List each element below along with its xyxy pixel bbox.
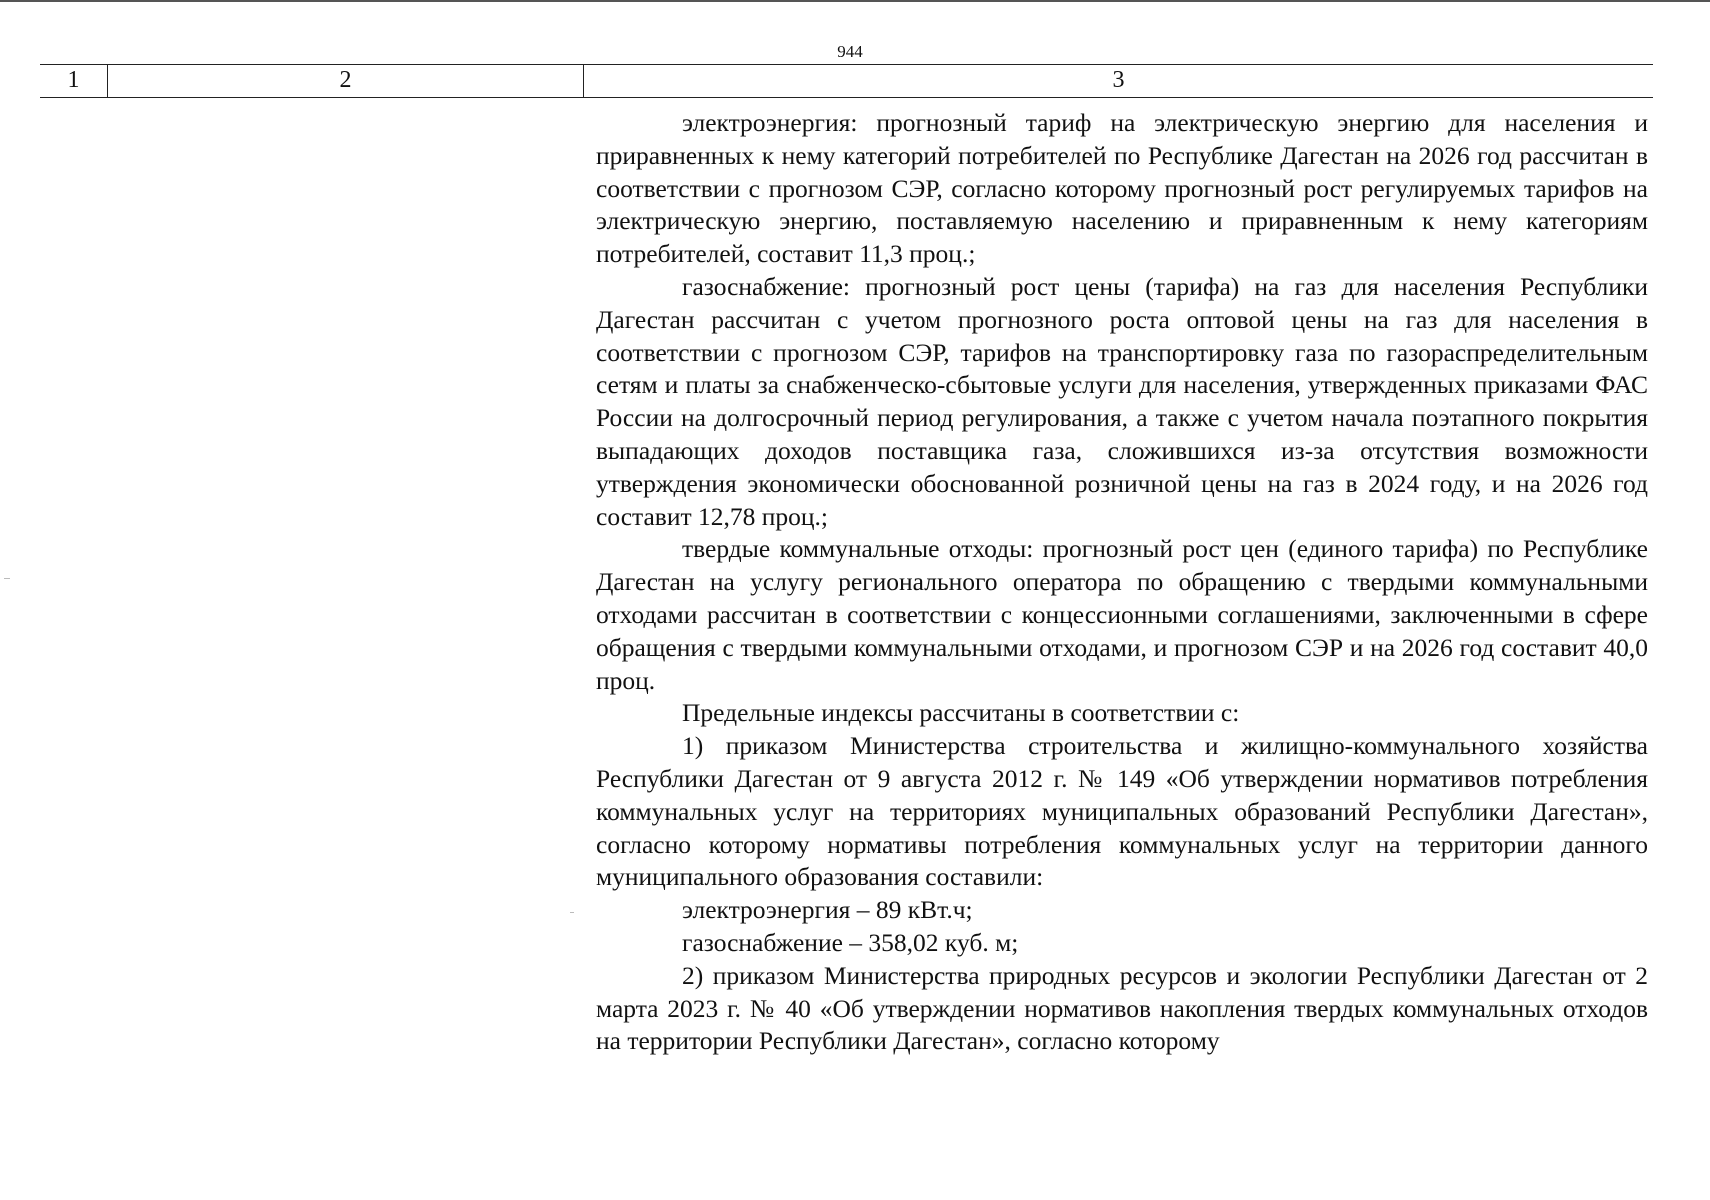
- page-number: 944: [837, 42, 863, 61]
- paragraph-indices-intro: Предельные индексы рассчитаны в соответствии с:: [682, 698, 1240, 728]
- table-header-col-2: 2: [108, 65, 584, 97]
- paragraph-electricity: электроэнергия: прогнозный тариф на электрическую энергию для населения и приравненных к нему категорий потребителей по Республике Дагестан на 2026 год рассчитан в соответствии с прогнозом СЭР, согласно которому прогнозный рост регулируемых тарифов на электрическую энергию, поставляемую населению и приравненным к нему категориям потребителей, составит 11,3 проц.;: [596, 108, 1648, 269]
- paragraph-order-2: 2) приказом Министерства природных ресурсов и экологии Республики Дагестан от 2 марта 2023 г. № 40 «Об утверждении нормативов накопления твердых коммунальных отходов на территории Республики Дагестан», согласно которому: [596, 960, 1648, 1056]
- paragraph-solid-waste: твердые коммунальные отходы: прогнозный рост цен (единого тарифа) по Республике Дагестан на услугу регионального оператора по обращению с твердыми коммунальными отходами рассчитан в соответствии с концессионными соглашениями, заключенными в сфере обращения с твердыми коммунальными отходами, и прогнозом СЭР и на 2026 год составит 40,0 проц.: [596, 534, 1648, 695]
- scan-mark: [570, 912, 574, 913]
- scan-mark: [4, 578, 10, 579]
- table-header-row: [40, 64, 1653, 98]
- norm-electricity: электроэнергия – 89 кВт.ч;: [682, 895, 973, 925]
- page-top-edge: [0, 0, 1710, 2]
- document-body: [596, 107, 1648, 1058]
- table-header-col-3: 3: [1112, 67, 1125, 93]
- table-header-col-1: 1: [40, 65, 108, 97]
- paragraph-gas-supply: газоснабжение: прогнозный рост цены (тарифа) на газ для населения Республики Дагестан рассчитан с учетом прогнозного роста оптовой цены на газ для населения в соответствии с прогнозом СЭР, тарифов на транспортировку газа по газораспределительным сетям и платы за снабженческо-сбытовые услуги для населения, утвержденных приказами ФАС России на долгосрочный период регулирования, а также с учетом начала поэтапного покрытия выпадающих доходов поставщика газа, сложившихся из-за отсутствия возможности утверждения экономически обоснованной розничной цены на газ в 2024 году, и на 2026 год составит 12,78 проц.;: [596, 271, 1648, 531]
- norm-gas: газоснабжение – 358,02 куб. м;: [682, 927, 1019, 957]
- paragraph-order-1: 1) приказом Министерства строительства и жилищно-коммунального хозяйства Республики Дагестан от 9 августа 2012 г. № 149 «Об утверждении нормативов потребления коммунальных услуг на территориях муниципальных образований Республики Дагестан», согласно которому нормативы потребления коммунальных услуг на территории данного муниципального образования составили:: [596, 731, 1648, 892]
